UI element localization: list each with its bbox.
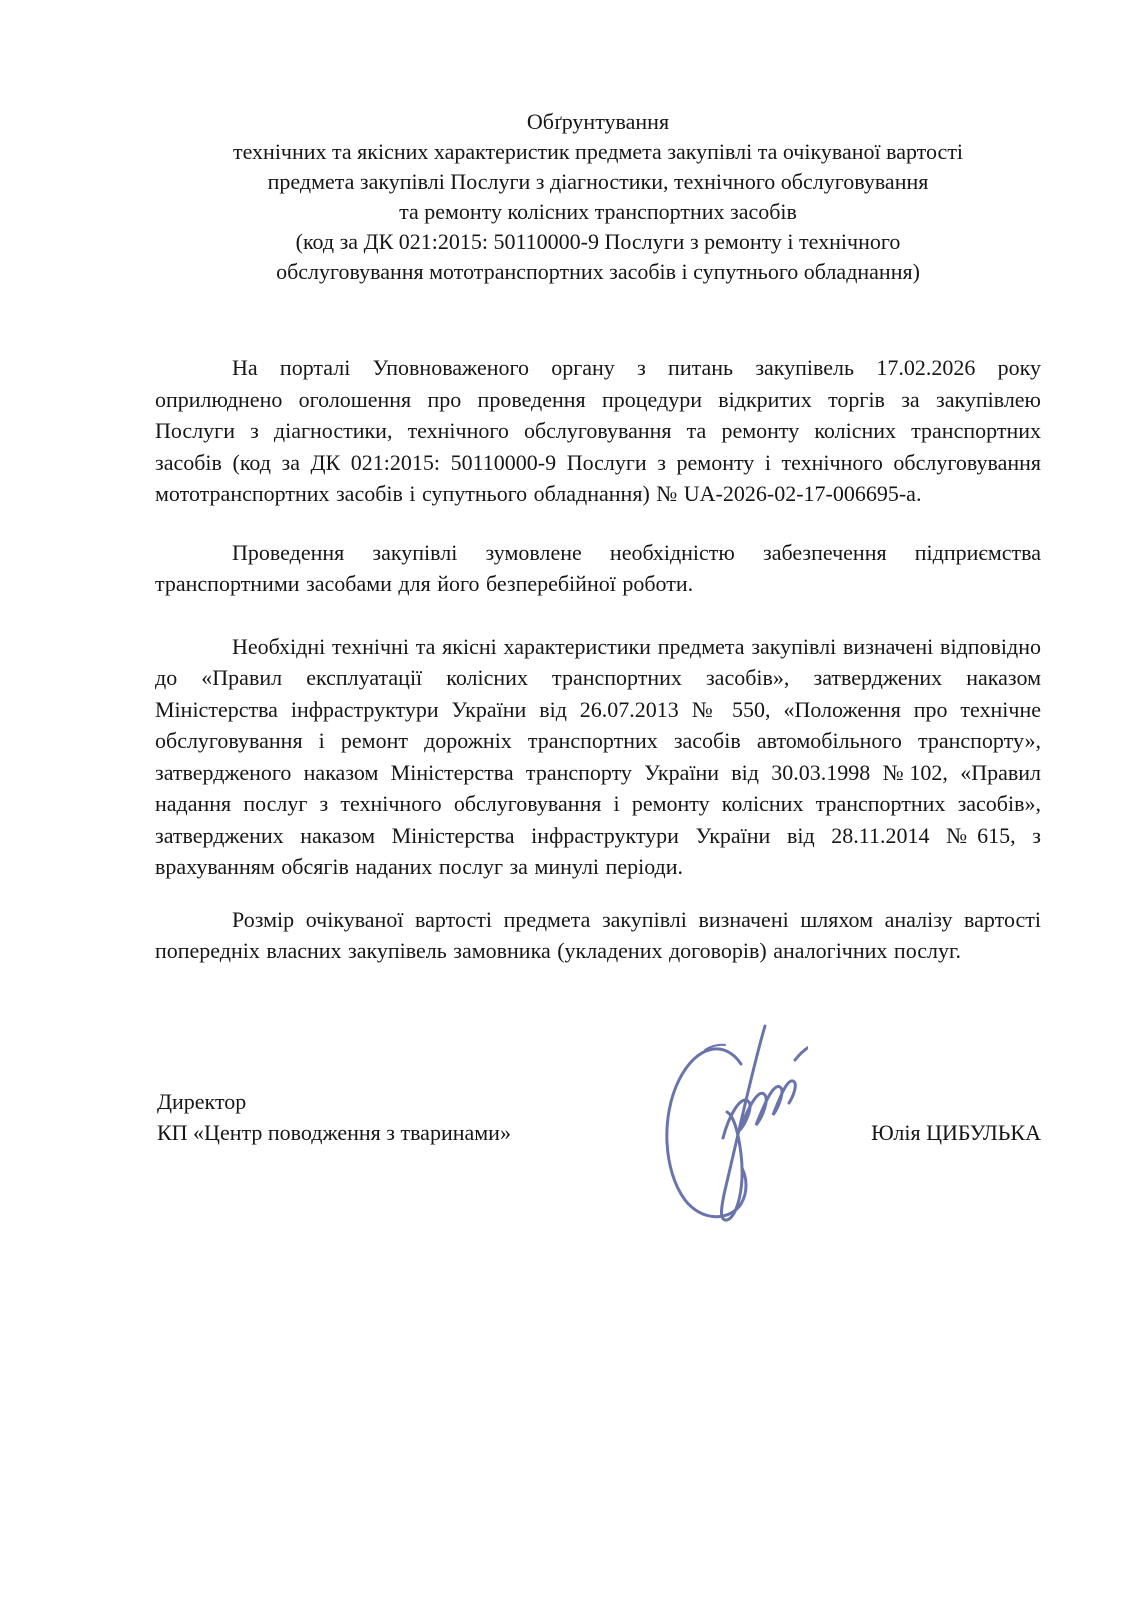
- signer-organization: КП «Центр поводження з тваринами»: [157, 1120, 511, 1145]
- signature-block: [155, 1086, 1041, 1286]
- signature-ink: [653, 1018, 808, 1230]
- document-title-line: предмета закупівлі Послуги з діагностики, технічного обслуговування: [267, 169, 929, 194]
- document-content: [155, 0, 1041, 1286]
- paragraph-technical-requirements: Необхідні технічні та якісні характеристики предмета закупівлі визначені відповідно до «Правил експлуатації колісних транспортних засобів», затверджених наказом Міністерства інфраструктури України від 26.07.2013 № 550, «Положення про технічне обслуговування і ремонт дорожніх транспортних засобів автомобільного транспорту», затвердженого наказом Міністерства транспорту України від 30.03.1998 №102, «Правил надання послуг з технічного обслуговування і ремонту колісних транспортних засобів», затверджених наказом Міністерства інфраструктури України від 28.11.2014 №615, з врахуванням обсягів наданих послуг за минулі періоди.: [155, 633, 1041, 879]
- paragraph-announcement: На порталі Уповноваженого органу з питань закупівель 17.02.2026 року оприлюднено оголошення про проведення процедури відкритих торгів за закупівлею Послуги з діагностики, технічного обслуговування та ремонту колісних транспортних засобів (код за ДК 021:2015: 50110000-9 Послуги з ремонту і технічного обслуговування мототранспортних засобів і супутнього обладнання) № UA-2026-02-17-006695-a.: [155, 355, 1041, 506]
- paragraph-procurement-reason: Проведення закупівлі зумовлене необхідністю забезпечення підприємства транспортними засобами для його безперебійної роботи.: [155, 539, 1041, 596]
- signer-position-title: Директор: [157, 1088, 247, 1114]
- document-title: [155, 0, 1041, 287]
- document-title-line: Обґрунтування: [526, 109, 670, 134]
- paragraph-expected-value: Розмір очікуваної вартості предмета закупівлі визначені шляхом аналізу вартості попередніх власних закупівель замовника (укладених договорів) аналогічних послуг.: [155, 906, 1041, 963]
- signer-name: Юлія ЦИБУЛЬКА: [871, 1120, 1041, 1145]
- document-title-line: (код за ДК 021:2015: 50110000-9 Послуги з ремонту і технічного: [295, 229, 901, 254]
- document-title-line: обслуговування мототранспортних засобів і супутнього обладнання): [276, 259, 920, 284]
- document-title-line: технічних та якісних характеристик предмета закупівлі та очікуваної вартості: [232, 139, 964, 164]
- document-title-line: та ремонту колісних транспортних засобів: [399, 199, 797, 224]
- signer-position: [157, 1086, 511, 1149]
